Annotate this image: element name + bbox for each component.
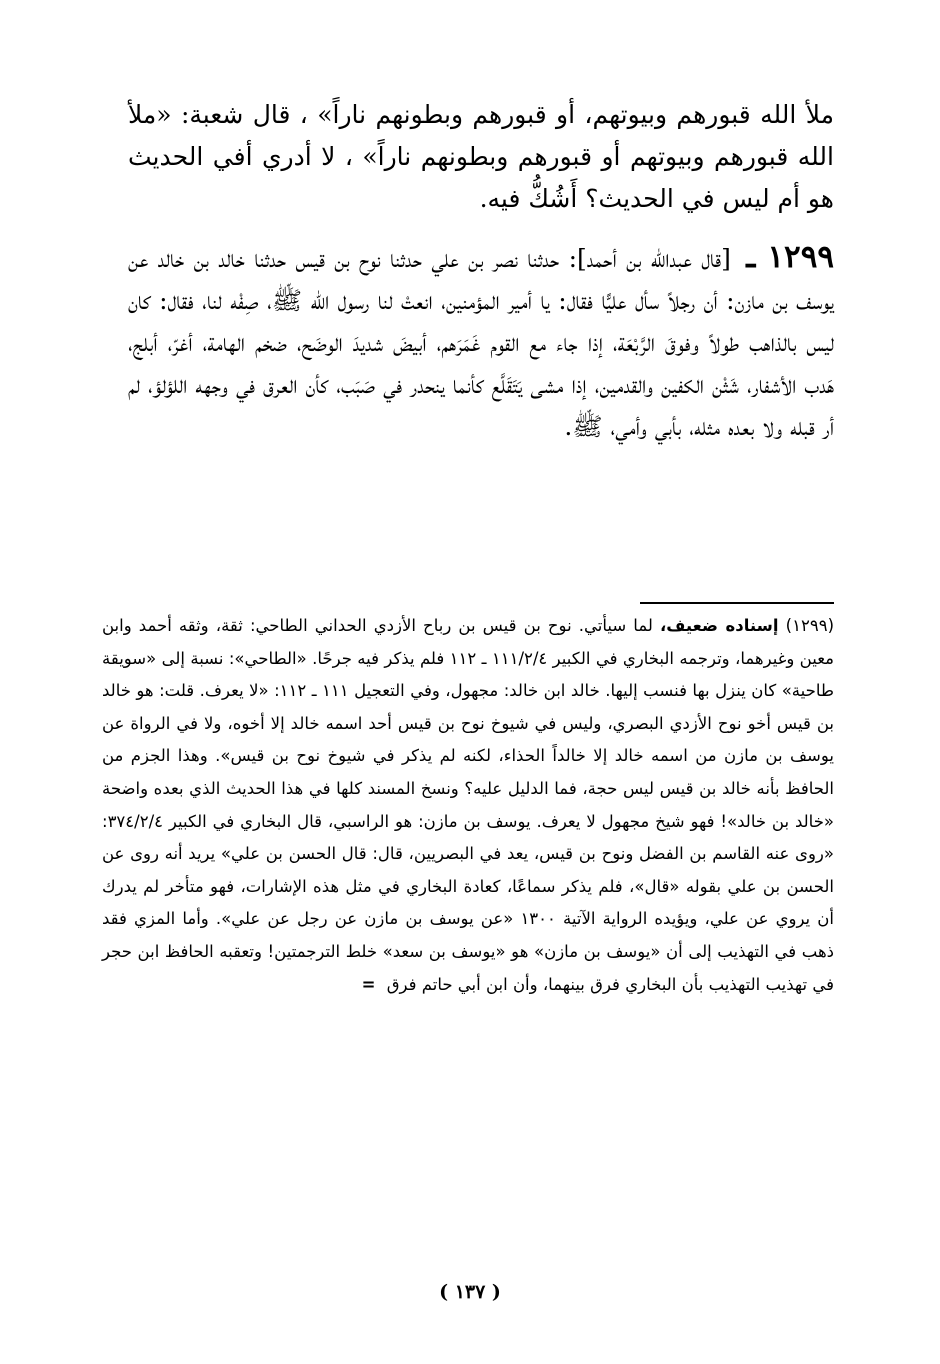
footnote-paragraph <box>102 610 834 1001</box>
footnote-separator <box>640 602 834 604</box>
footnote-text: لما سيأتي. نوح بن قيس بن رباح الأزدي الحداني الطاحي: ثقة، وثقه أحمد وابن معين وغيرهما، وترجمه البخاري في الكبير ١١١/٢/٤ ـ ١١٢ فلم يذكر فيه جرحًا. «الطاحي»: نسبة إلى «سويقة طاحية» كان ينزل بها فنسب إليها. خالد ابن خالد: مجهول، وفي التعجيل ١١١ ـ ١١٢: «لا يعرف. قلت: هو خالد بن قيس أخو نوح الأزدي البصري، وليس في شيوخ نوح بن قيس أحد اسمه خالد إلا أخوه، ولا في الرواة عن يوسف بن مازن من اسمه خالد إلا خالداً الحذاء، لكنه لم يذكر في شيوخ نوح بن قيس». وهذا الجزم من الحافظ بأنه خالد بن قيس ليس حجة، فما الدليل عليه؟ ونسخ المسند كلها في هذا الحديث الذي بعده واضحة «خالد بن خالد»! فهو شيخ مجهول لا يعرف. يوسف بن مازن: هو الراسبي، قال البخاري في الكبير ٣٧٤/٢/٤: «روى عنه القاسم بن الفضل ونوح بن قيس، يعد في البصريين، قال: قال الحسن بن علي» يريد أنه روى عن الحسن بن علي بقوله «قال»، فلم يذكر سماعًا، كعادة البخاري في مثل هذه الإشارات، فهو متأخر لم يدرك أن يروي عن علي، ويؤيده الرواية الآتية ١٣٠٠ «عن يوسف بن مازن عن رجل عن علي». وأما المزي فقد ذهب في التهذيب إلى أن «يوسف بن مازن» هو «يوسف بن سعد» خلط الترجمتين! وتعقبه الحافظ ابن حجر في تهذيب التهذيب بأن البخاري فرق بينهما، وأن ابن أبي حاتم فرق <box>102 616 834 994</box>
hadith-paragraph <box>128 236 834 448</box>
footnote-number: (١٢٩٩) <box>785 616 834 635</box>
continuation-mark: = <box>361 974 376 994</box>
footnote-block <box>102 610 834 1001</box>
previous-hadith-ending: ملأ الله قبورهم وبيوتهم، أو قبورهم وبطونهم ناراً» ، قال شعبة: «ملأ الله قبورهم وبيوتهم أو قبورهم وبطونهم ناراً» ، لا أدري أفي الحديث هو أم ليس في الحديث؟ أَشُكُّ فيه. <box>128 100 834 213</box>
page-number: ( ١٣٧ ) <box>439 1281 501 1303</box>
hadith-number: ١٢٩٩ ـ <box>746 239 835 275</box>
main-text-block <box>128 94 834 448</box>
footnote-grade: إسناده ضعيف، <box>660 616 779 635</box>
hadith-text: [قال عبدالله بن أحمد]: حدثنا نصر بن علي حدثنا نوح بن قيس حدثنا خالد بن خالد عن يوسف بن مازن: أن رجلاً سأل عليًّا فقال: يا أمير المؤمنين، انعتْ لنا رسول الله ﷺ، صِفْه لنا، فقال: كان ليس بالذاهب طولاً وفوقَ الرَّبْعَة، إذا جاء مع القوم غَمَرَهم، أبيضَ شديدَ الوضَح، ضخم الهامة، أغرّ، أبلج، هَدب الأشفار، شَثْن الكفين والقدمين، إذا مشى يَتَقَلَّع كأنما ينحدر في صَبَب، كأن العرق في وجهه اللؤلؤ، لم أر قبله ولا بعده مثله، بأبي وأمي، ﷺ. <box>128 244 834 441</box>
